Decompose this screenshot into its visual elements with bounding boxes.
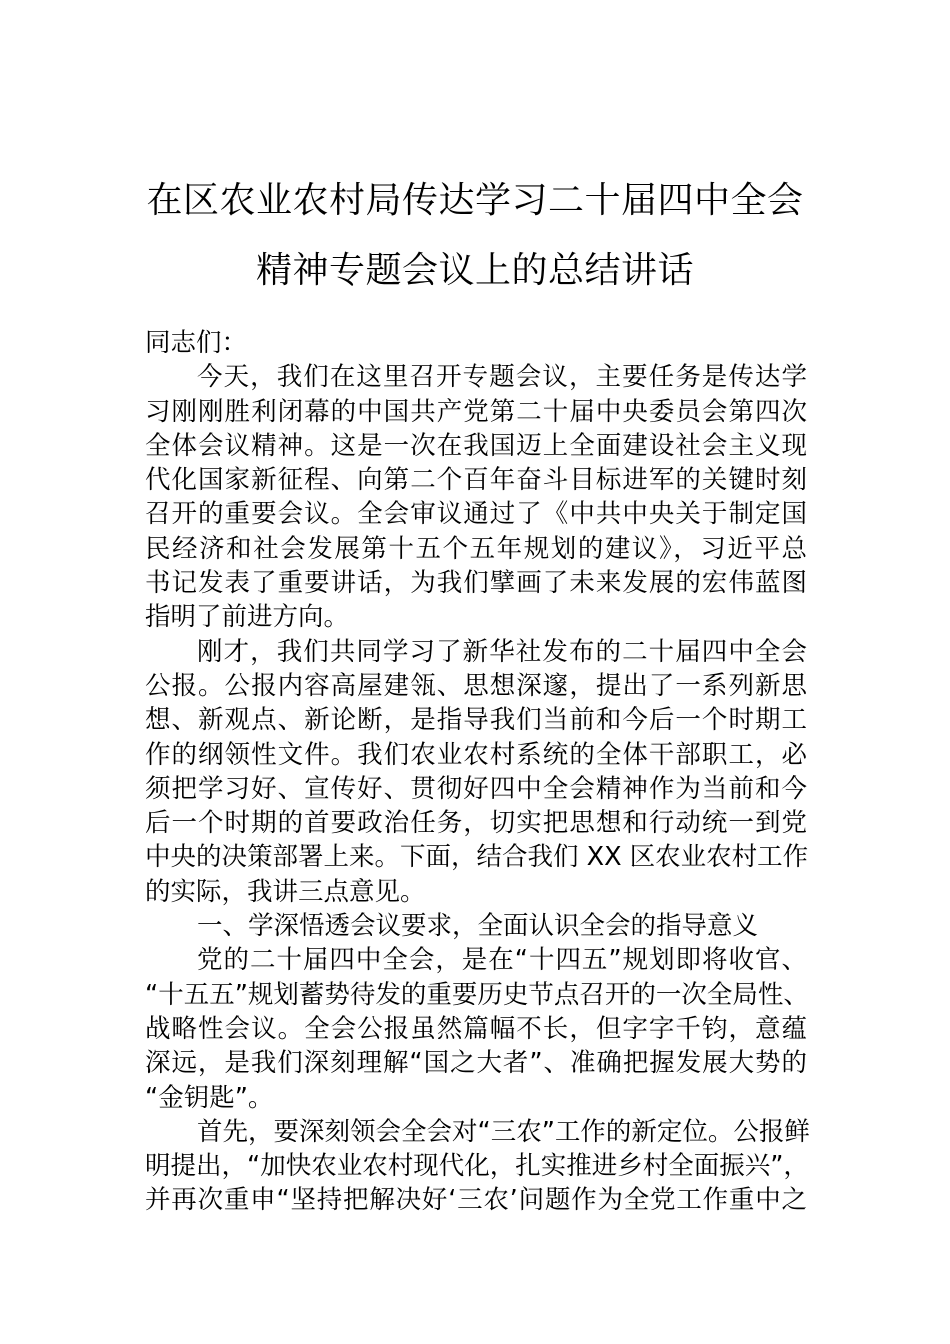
paragraph-line: 今天，我们在这里召开专题会议，主要任务是传达学	[197, 362, 807, 393]
section-heading: 一、学深悟透会议要求，全面认识全会的指导意义	[197, 911, 759, 942]
paragraph-line: 习刚刚胜利闭幕的中国共产党第二十届中央委员会第四次	[145, 396, 807, 427]
paragraph-line: 须把学习好、宣传好、贯彻好四中全会精神作为当前和今	[145, 773, 807, 804]
title-line-2: 精神专题会议上的总结讲话	[255, 250, 694, 291]
paragraph-line: 明提出，“加快农业农村现代化，扎实推进乡村全面振兴”，	[145, 1151, 809, 1182]
paragraph-line: “十五五”规划蓄势待发的重要历史节点召开的一次全局性、	[145, 979, 809, 1010]
paragraph-line: 作的纲领性文件。我们农业农村系统的全体干部职工，必	[145, 739, 807, 770]
paragraph-line: “金钥匙”。	[145, 1082, 274, 1113]
paragraph-line: 中央的决策部署上来。下面，结合我们 XX 区农业农村工作	[145, 842, 809, 873]
paragraph-line: 刚才，我们共同学习了新华社发布的二十届四中全会	[197, 636, 807, 667]
document-title	[0, 166, 950, 306]
paragraph-line: 深远，是我们深刻理解“国之大者”、准确把握发展大势的	[145, 1048, 807, 1079]
paragraph-line: 首先，要深刻领会全会对“三农”工作的新定位。公报鲜	[197, 1116, 810, 1147]
paragraph-line: 指明了前进方向。	[145, 602, 350, 633]
paragraph-line: 公报。公报内容高屋建瓴、思想深邃，提出了一系列新思	[145, 670, 807, 701]
paragraph-line: 并再次重申“坚持把解决好‘三农’问题作为全党工作重中之	[145, 1185, 807, 1216]
paragraph-line: 书记发表了重要讲话，为我们擘画了未来发展的宏伟蓝图	[145, 568, 807, 599]
document-body	[145, 326, 810, 1218]
paragraph-line: 代化国家新征程、向第二个百年奋斗目标进军的关键时刻	[145, 465, 807, 496]
salutation: 同志们：	[145, 328, 248, 358]
paragraph-line: 召开的重要会议。全会审议通过了《中共中央关于制定国	[145, 499, 807, 530]
title-line-1: 在区农业农村局传达学习二十届四中全会	[146, 180, 804, 221]
paragraph-line: 党的二十届四中全会，是在“十四五”规划即将收官、	[197, 945, 807, 976]
paragraph-line: 的实际，我讲三点意见。	[145, 876, 426, 907]
body-lines	[145, 360, 810, 1217]
paragraph-line: 全体会议精神。这是一次在我国迈上全面建设社会主义现	[145, 430, 807, 461]
paragraph-line: 后一个时期的首要政治任务，切实把思想和行动统一到党	[145, 808, 807, 839]
paragraph-line: 战略性会议。全会公报虽然篇幅不长，但字字千钧，意蕴	[145, 1013, 807, 1044]
paragraph-line: 想、新观点、新论断，是指导我们当前和今后一个时期工	[145, 705, 807, 736]
paragraph-line: 民经济和社会发展第十五个五年规划的建议》，习近平总	[145, 533, 807, 564]
